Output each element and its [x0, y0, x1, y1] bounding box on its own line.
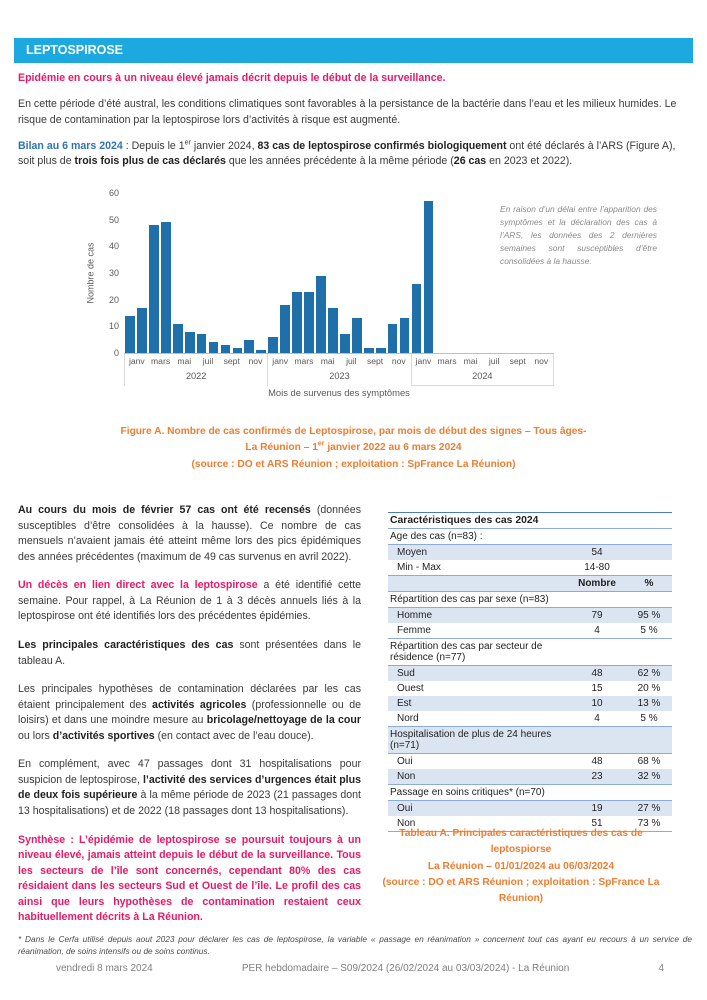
table-row [388, 711, 672, 727]
table-row [388, 666, 672, 681]
table-cell: Femme [397, 625, 431, 636]
table-a-caption [370, 826, 672, 908]
table-row [388, 639, 672, 666]
chart-bar-slot [458, 193, 470, 353]
epidemic-alert-line: Epidémie en cours à un niveau élevé jamais décrit depuis le début de la surveillance. [18, 72, 446, 84]
chart-bar [412, 284, 422, 353]
table-cell: Moyen [397, 547, 428, 558]
bilan-bold-threefold: trois fois plus de cas déclarés [74, 155, 226, 168]
table-cell: Nombre [578, 578, 616, 589]
chart-bar [400, 318, 410, 353]
table-cell: Ouest [397, 683, 424, 694]
page-footer [18, 963, 692, 974]
table-cell: 48 [591, 668, 603, 679]
paragraph-death: Un décès en lien direct avec la leptospirose a été identifié cette semaine. Pour rappel, à La Réunion de 1 à 3 décès annuels liés à la leptospirose ont été identifiés lors des précédentes épidémies. [18, 579, 361, 623]
table-cell: 14-80 [584, 562, 610, 573]
month-tick-label: nov [248, 356, 263, 366]
chart-bar-slot [148, 193, 160, 353]
table-cell: 15 [591, 683, 603, 694]
x-axis-year-group [411, 354, 554, 386]
table-cell: % [644, 578, 654, 589]
x-axis-month-ticks [268, 354, 410, 366]
chart-bar-slot [351, 193, 363, 353]
bilan-text: janvier 2024, [190, 140, 258, 153]
month-tick-label: mars [437, 356, 457, 366]
table-caption-source: (source : DO et ARS Réunion ; exploitation : SpFrance La Réunion) [382, 876, 660, 905]
chart-bar [221, 345, 231, 353]
table-cell: 54 [591, 547, 603, 558]
chart-bar [352, 318, 362, 353]
intro-paragraph: En cette période d’été austral, les conditions climatiques sont favorables à la persistance de la bactérie dans l’eau et les milieux humides. Le risque de contamination par la leptospirose lors d’activités à risque est augmenté. [18, 98, 677, 126]
year-label: 2023 [329, 371, 350, 381]
chart-bar [388, 324, 398, 353]
paragraph-urgences: En complément, avec 47 passages dont 31 hospitalisations pour suspicion de leptospirose, l’activité des services d’urgences était plus de deux fois supérieure à la même période de 2023 (21 passages dont 13 hospitalisations) et de 2022 (18 passages dont 13 hospitalisations). [18, 758, 362, 817]
x-axis-month-ticks [412, 354, 553, 366]
table-row [388, 560, 672, 576]
figure-caption-source: (source : DO et ARS Réunion ; exploitation : SpFrance La Réunion) [191, 458, 516, 470]
y-tick-label: 30 [108, 268, 119, 278]
chart-bar-slot [255, 193, 267, 353]
table-cell: 73 % [637, 818, 661, 829]
month-tick-label: nov [391, 356, 406, 366]
table-row [388, 696, 672, 711]
footer-page-number: 4 [658, 963, 664, 974]
table-row [388, 529, 672, 545]
chart-bar-slot [124, 193, 136, 353]
bilan-text: que les années précédente à la même période ( [225, 155, 454, 168]
table-cell: 20 % [637, 683, 661, 694]
table-row [388, 785, 672, 801]
chart-bar-slot [184, 193, 196, 353]
table-cell: Oui [397, 803, 413, 814]
chart-plot-area [124, 193, 554, 398]
characteristics-table [388, 512, 672, 832]
footer-bulletin-reference: PER hebdomadaire – S09/2024 (26/02/2024 au 03/03/2024) - La Réunion [241, 963, 570, 974]
chart-bar-slot [136, 193, 148, 353]
table-cell: 19 [591, 803, 603, 814]
table-row [388, 754, 672, 769]
table-cell: 13 % [637, 698, 661, 709]
y-tick-label: 40 [108, 241, 119, 252]
chart-bar-slot [363, 193, 375, 353]
table-row [388, 608, 672, 623]
table-caption-line1: Tableau A. Principales caractéristiques des cas de leptospiorse [399, 828, 643, 856]
y-tick-label: 10 [108, 321, 119, 332]
month-tick-label: mars [294, 356, 314, 366]
chart-y-axis-title: Nombre de cas [86, 242, 96, 304]
table-row [388, 801, 672, 816]
chart-bar-slot [482, 193, 494, 353]
chart-bar-slot [291, 193, 303, 353]
chart-bar-slot [208, 193, 220, 353]
paragraph-february-cases: Au cours du mois de février 57 cas ont été recensés (données susceptibles d’être consolidées à la hausse). Ce nombre de cas mensuels n’avaient jamais été atteint même lors des pics épidémiques des années précédentes (maximum de 49 cas survenus en avril 2022). [18, 504, 361, 563]
chart-bar-slot [422, 193, 434, 353]
month-tick-label: juil [488, 356, 500, 366]
figure-a-caption [30, 424, 677, 473]
bilan-text: ont été déclarés à l’ARS (Figure A), soit plus de [18, 140, 676, 168]
body-left-column [18, 503, 361, 939]
chart-bar-slot [399, 193, 411, 353]
chart-bar-slot [160, 193, 172, 353]
figure-caption-line2: La Réunion – 1er janvier 2022 au 6 mars 2024 [245, 440, 462, 454]
table-row [388, 769, 672, 785]
bilan-text: : Depuis le 1 [122, 140, 185, 153]
superscript-er: er [184, 139, 191, 147]
table-cell: Age des cas (n=83) : [390, 531, 483, 542]
chart-bar [304, 292, 314, 353]
month-tick-label: mai [177, 356, 192, 366]
chart-bar [173, 324, 183, 353]
bilan-lead: Bilan au 6 mars 2024 [18, 140, 123, 153]
table-cell: Répartition des cas par secteur de résidence (n=77) [390, 641, 543, 663]
month-tick-label: janv [128, 356, 145, 366]
chart-bar [209, 342, 219, 353]
intro-block [18, 71, 692, 181]
table-row [388, 576, 672, 592]
chart-bar-slot [303, 193, 315, 353]
year-label: 2024 [472, 371, 493, 381]
y-tick-label: 0 [113, 348, 119, 358]
table-cell: 10 [591, 698, 603, 709]
table-cell: Oui [397, 756, 413, 767]
chart-bar-slot [446, 193, 458, 353]
chart-bar [137, 308, 147, 353]
x-axis-month-ticks [125, 354, 267, 366]
table-row [388, 623, 672, 639]
chart-bar-slot [375, 193, 387, 353]
month-tick-label: sept [223, 356, 240, 366]
month-tick-label: sept [509, 356, 526, 366]
chart-bar [161, 222, 171, 353]
chart-bar-slot [243, 193, 255, 353]
table-cell: Est [397, 698, 412, 709]
paragraph-characteristics: Les principales caractéristiques des cas sont présentées dans le tableau A. [18, 638, 361, 667]
superscript-er: er [317, 440, 325, 448]
chart-bar-slot [220, 193, 232, 353]
month-tick-label: sept [366, 356, 384, 366]
bilan-text: en 2023 et 2022). [486, 155, 573, 168]
chart-bar-slot [411, 193, 423, 353]
chart-bar [364, 348, 374, 353]
month-tick-label: janv [272, 356, 289, 366]
chart-bar [292, 292, 302, 353]
chart-bar-slot [387, 193, 399, 353]
month-tick-label: nov [534, 356, 549, 366]
chart-bar-slot [339, 193, 351, 353]
chart-bar [244, 340, 254, 353]
table-cell: 4 [594, 713, 600, 724]
bilan-bold-cases: 83 cas de leptospirose confirmés biologiquement [257, 140, 507, 153]
table-row [388, 592, 672, 608]
chart-bar-slot [434, 193, 446, 353]
month-tick-label: mars [151, 356, 171, 366]
table-cell: Répartition des cas par sexe (n=83) [390, 594, 549, 605]
chart-bar [280, 305, 290, 353]
table-cell: 23 [591, 771, 603, 782]
y-tick-label: 60 [108, 188, 119, 198]
paragraph-hypotheses: Les principales hypothèses de contamination déclarées par les cas étaient principalement des activités agricoles (professionnelle ou de loisirs) et dans une moindre mesure au bricolage/nettoyage de la cour ou lors d’activités sportives (en contact avec de l’eau douce). [18, 683, 362, 742]
table-cell: 51 [591, 818, 603, 829]
chart-bar-slot [172, 193, 184, 353]
chart-x-axis [124, 354, 554, 386]
month-tick-label: juil [202, 356, 214, 366]
chart-bar-slot [196, 193, 208, 353]
table-cell: 79 [591, 610, 603, 621]
chart-bar [149, 225, 159, 353]
chart-bar [268, 337, 278, 353]
table-cell: 48 [591, 756, 603, 767]
chart-bar-slot [327, 193, 339, 353]
month-tick-label: mai [320, 356, 335, 366]
y-tick-label: 50 [108, 214, 119, 225]
table-cell: 95 % [637, 610, 661, 621]
month-tick-label: juil [346, 356, 357, 366]
chart-side-note: En raison d’un délai entre l’apparition des symptômes et la déclaration des cas à l’ARS, les données des 2 dernières semaines sont susceptibles d’être consolidées à la hausse. [500, 204, 657, 267]
chart-bar [340, 334, 350, 353]
footer-date: vendredi 8 mars 2024 [56, 963, 153, 974]
x-axis-year-group [124, 354, 267, 386]
x-axis-year-group [267, 354, 410, 386]
table-cell: Homme [397, 610, 433, 621]
table-cell: Hospitalisation de plus de 24 heures (n=71) [390, 729, 552, 751]
table-cell: 32 % [637, 771, 661, 782]
chart-y-ticks [98, 188, 124, 358]
table-cell: 27 % [637, 803, 661, 814]
paragraph-synthese: Synthèse : L’épidémie de leptospirose se poursuit toujours à un niveau élevé, jamais atteint depuis le début de la surveillance. Tous les secteurs de l’île sont concernés, cependant 80% des cas résidaient dans les secteurs Sud et Ouest de l’île. Le profil des cas ainsi que leurs hypothèses de contamination restaient ceux habituellement décrits à La Réunion. [18, 833, 361, 924]
chart-bar [233, 348, 243, 353]
chart-bar-slot [470, 193, 482, 353]
table-cell: Sud [397, 668, 415, 679]
section-header-bar [14, 38, 693, 63]
table-cell: Non [397, 771, 416, 782]
month-tick-label: janv [415, 356, 432, 366]
chart-bar [376, 348, 386, 353]
table-cell: 5 % [640, 625, 658, 636]
table-cell: 4 [594, 625, 600, 636]
chart-bar [197, 334, 207, 353]
figure-caption-line1: Figure A. Nombre de cas confirmés de Leptospirose, par mois de début des signes – Tous âges- [120, 426, 587, 437]
table-cell: 62 % [637, 668, 661, 679]
chart-bar [125, 316, 135, 353]
chart-bar-slot [231, 193, 243, 353]
chart-bar-slot [267, 193, 279, 353]
chart-bar [328, 308, 338, 353]
table-cell: Passage en soins critiques* (n=70) [390, 787, 545, 798]
table-row [388, 681, 672, 696]
table-row [388, 545, 672, 560]
table-cell: Nord [397, 713, 419, 724]
chart-bar [185, 332, 195, 353]
chart-x-axis-title: Mois de survenus des symptômes [268, 387, 410, 398]
bilan-paragraph [18, 139, 692, 170]
table-cell: 5 % [640, 713, 658, 724]
table-row [388, 512, 672, 529]
month-tick-label: mai [463, 356, 478, 366]
asterisk-footnote: * Dans le Cerfa utilisé depuis aout 2023 pour déclarer les cas de leptospirose, la variable « passage en réanimation » concernent tout cas ayant eu recours à un service de réanimation, de soins intensifs ou de soins continus. [18, 934, 692, 957]
table-cell: Min - Max [397, 562, 441, 573]
chart-bar-slot [315, 193, 327, 353]
table-row [388, 727, 672, 754]
year-label: 2022 [185, 371, 207, 381]
table-cell: Caractéristiques des cas 2024 [390, 515, 539, 526]
table-cell: 68 % [637, 756, 661, 767]
section-title: LEPTOSPIROSE [26, 43, 124, 57]
chart-bars [124, 193, 554, 354]
chart-bar [424, 201, 434, 353]
chart-bar [316, 276, 326, 353]
y-tick-label: 20 [108, 294, 119, 305]
bilan-bold-26cas: 26 cas [453, 155, 487, 168]
table-cell: Non [397, 818, 416, 829]
table-caption-line2: La Réunion – 01/01/2024 au 06/03/2024 [427, 860, 615, 872]
chart-bar [256, 350, 266, 353]
chart-bar-slot [279, 193, 291, 353]
